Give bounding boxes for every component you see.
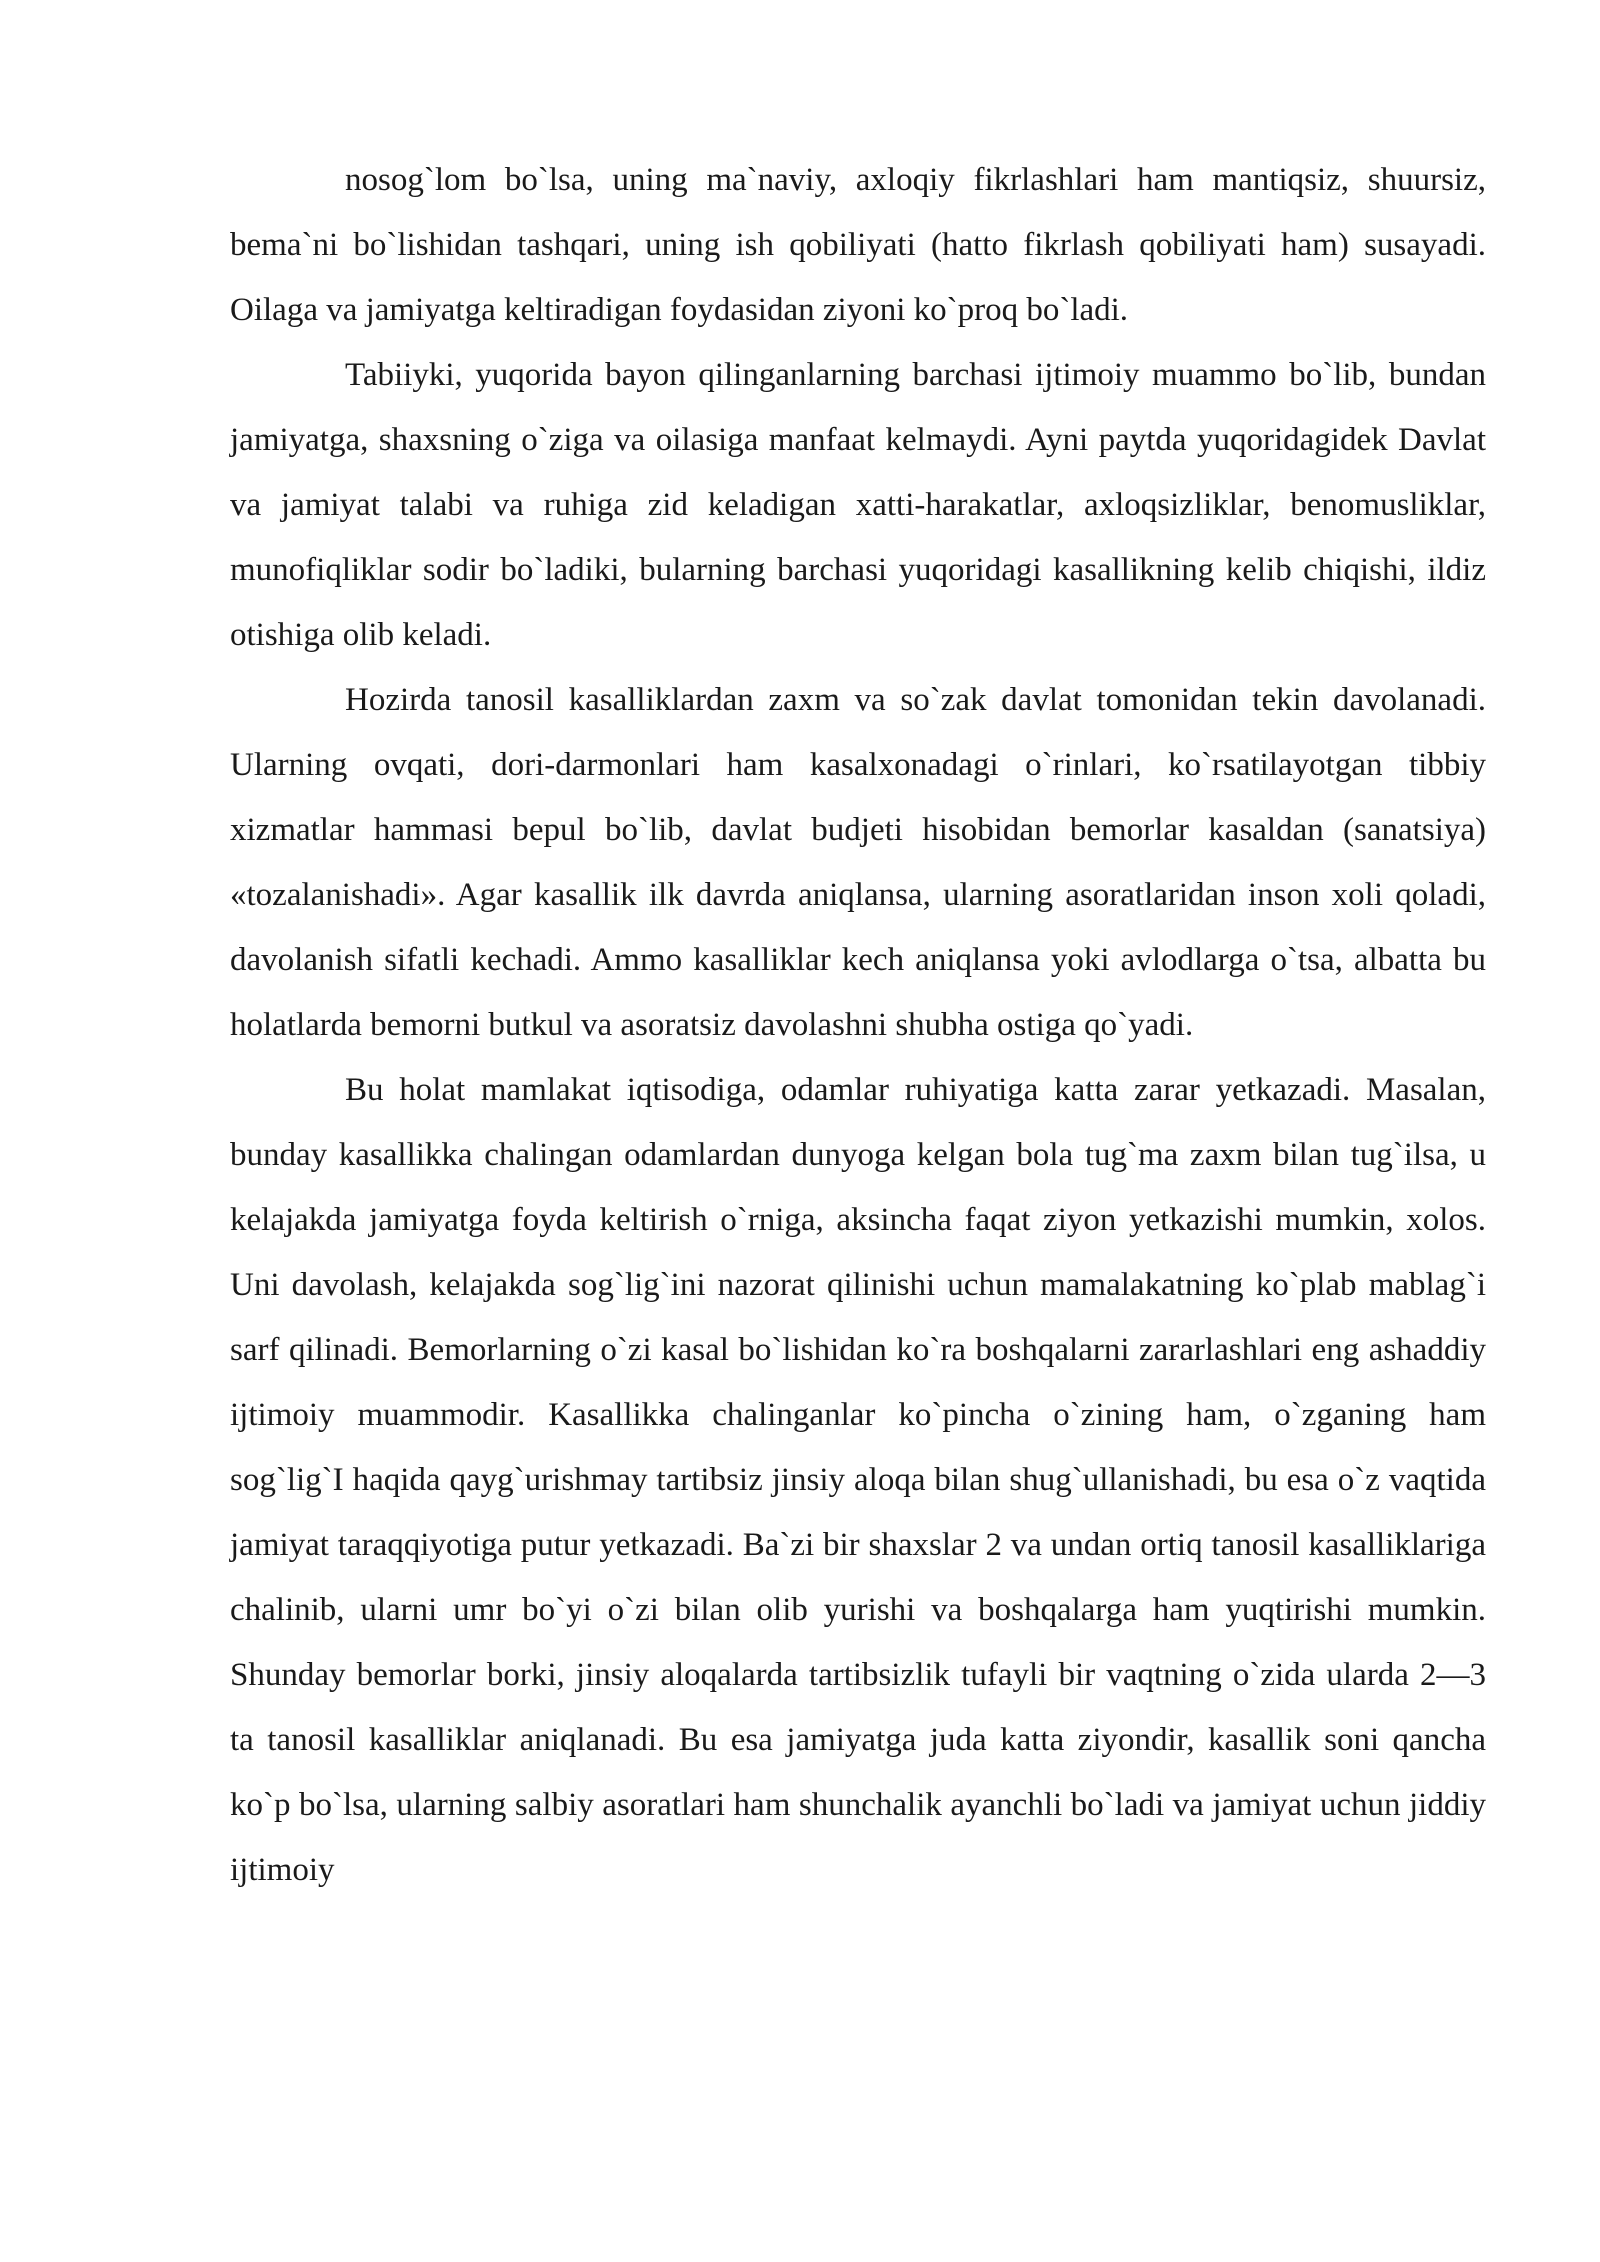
document-page <box>230 148 1486 1903</box>
paragraph-3: Hozirda tanosil kasalliklardan zaxm va so`zak davlat tomonidan tekin davolanadi. Ularning ovqati, dori-darmonlari ham kasalxonadagi o`rinlari, ko`rsatilayotgan tibbiy xizmatlar hammasi bepul bo`lib, davlat budjeti hisobidan bemorlar kasaldan (sanatsiya) «tozalanishadi». Agar kasallik ilk davrda aniqlansa, ularning asoratlaridan inson xoli qoladi, davolanish sifatli kechadi. Ammo kasalliklar kech aniqlansa yoki avlodlarga o`tsa, albatta bu holatlarda bemorni butkul va asoratsiz davolashni shubha ostiga qo`yadi. <box>230 682 1486 1043</box>
paragraph-1: nosog`lom bo`lsa, uning ma`naviy, axloqiy fikrlashlari ham mantiqsiz, shuursiz, bema`ni bo`lishidan tashqari, uning ish qobiliyati (hatto fikrlash qobiliyati ham) susayadi. Oilaga va jamiyatga keltiradigan foydasidan ziyoni ko`proq bo`ladi. <box>230 162 1486 328</box>
paragraph-4: Bu holat mamlakat iqtisodiga, odamlar ruhiyatiga katta zarar yetkazadi. Masalan, bunday kasallikka chalingan odamlardan dunyoga kelgan bola tug`ma zaxm bilan tug`ilsa, u kelajakda jamiyatga foyda keltirish o`rniga, aksincha faqat ziyon yetkazishi mumkin, xolos. Uni davolash, kelajakda sog`lig`ini nazorat qilinishi uchun mamalakatning ko`plab mablag`i sarf qilinadi. Bemorlarning o`zi kasal bo`lishidan ko`ra boshqalarni zararlashlari eng ashaddiy ijtimoiy muammodir. Kasallikka chalinganlar ko`pincha o`zining ham, o`zganing ham sog`lig`I haqida qayg`urishmay tartibsiz jinsiy aloqa bilan shug`ullanishadi, bu esa o`z vaqtida jamiyat taraqqiyotiga putur yetkazadi. Ba`zi bir shaxslar 2 va undan ortiq tanosil kasalliklariga chalinib, ularni umr bo`yi o`zi bilan olib yurishi va boshqalarga ham yuqtirishi mumkin. Shunday bemorlar borki, jinsiy aloqalarda tartibsizlik tufayli bir vaqtning o`zida ularda 2—3 ta tanosil kasalliklar aniqlanadi. Bu esa jamiyatga juda katta ziyondir, kasallik soni qancha ko`p bo`lsa, ularning salbiy asoratlari ham shunchalik ayanchli bo`ladi va jamiyat uchun jiddiy ijtimoiy <box>230 1072 1486 1888</box>
paragraph-2: Tabiiyki, yuqorida bayon qilinganlarning barchasi ijtimoiy muammo bo`lib, bundan jamiyatga, shaxsning o`ziga va oilasiga manfaat kelmaydi. Ayni paytda yuqoridagidek Davlat va jamiyat talabi va ruhiga zid keladigan xatti-harakatlar, axloqsizliklar, benomusliklar, munofiqliklar sodir bo`ladiki, bularning barchasi yuqoridagi kasallikning kelib chiqishi, ildiz otishiga olib keladi. <box>230 357 1486 653</box>
